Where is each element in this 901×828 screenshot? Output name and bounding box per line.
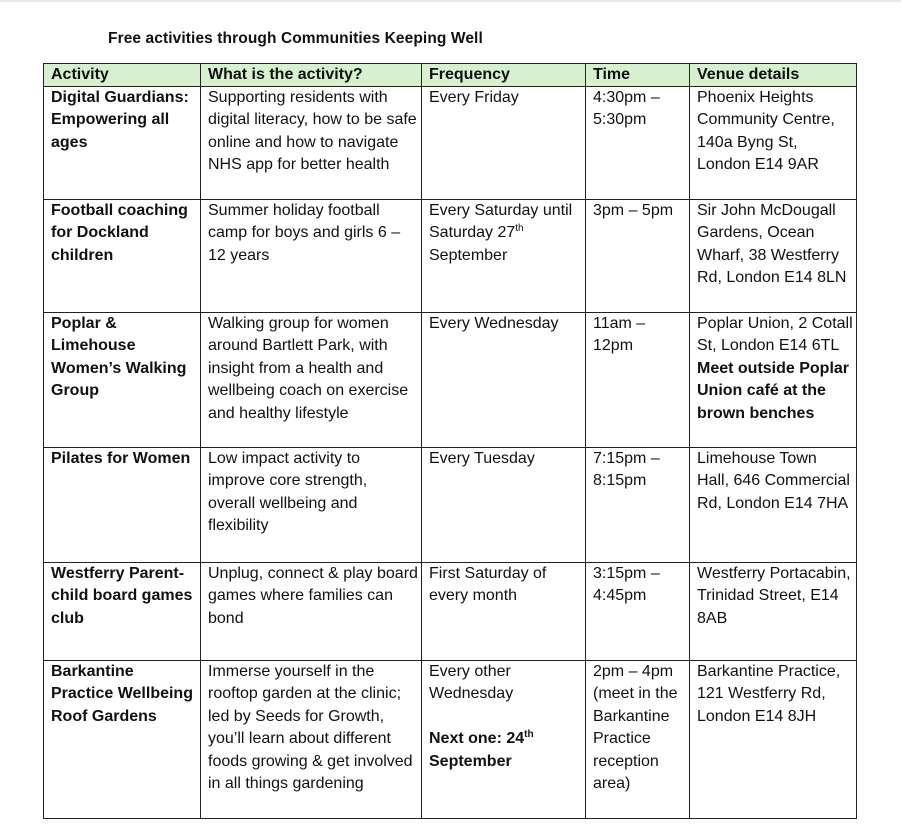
table-row	[44, 563, 857, 661]
column-header-time: Time	[586, 64, 690, 87]
next-date-text: Next one: 24	[429, 730, 525, 748]
activity-cell: Poplar & Limehouse Women’s Walking Group	[44, 313, 201, 448]
frequency-cell	[422, 200, 586, 313]
description-cell: Unplug, connect & play board games where families can bond	[201, 563, 422, 661]
time-cell: 7:15pm – 8:15pm	[586, 448, 690, 563]
table-header-row	[44, 64, 857, 87]
description-cell: Low impact activity to improve core strength, overall wellbeing and flexibility	[201, 448, 422, 563]
venue-cell: Westferry Portacabin, Trinidad Street, E14 8AB	[690, 563, 857, 661]
activity-cell: Barkantine Practice Wellbeing Roof Gardens	[44, 661, 201, 819]
time-cell: 2pm – 4pm (meet in the Barkantine Practice reception area)	[586, 661, 690, 819]
venue-cell: Sir John McDougall Gardens, Ocean Wharf, 38 Westferry Rd, London E14 8LN	[690, 200, 857, 313]
description-cell: Supporting residents with digital literacy, how to be safe online and how to navigate NHS app for better health	[201, 87, 422, 200]
column-header-description: What is the activity?	[201, 64, 422, 87]
table-row	[44, 661, 857, 819]
ordinal-suffix: th	[515, 223, 524, 235]
table-row	[44, 87, 857, 200]
time-cell: 3:15pm – 4:45pm	[586, 563, 690, 661]
venue-cell: Phoenix Heights Community Centre, 140a Byng St, London E14 9AR	[690, 87, 857, 200]
frequency-cell: Every Friday	[422, 87, 586, 200]
description-cell: Summer holiday football camp for boys and girls 6 – 12 years	[201, 200, 422, 313]
time-cell: 4:30pm – 5:30pm	[586, 87, 690, 200]
frequency-cell	[422, 661, 586, 819]
venue-meeting-note: Meet outside Poplar Union café at the brown benches	[697, 359, 850, 422]
venue-address: Poplar Union, 2 Cotall St, London E14 6TL	[697, 315, 853, 355]
table-row	[44, 448, 857, 563]
time-cell: 11am – 12pm	[586, 313, 690, 448]
page-title: Free activities through Communities Keeping Well	[108, 30, 483, 47]
frequency-text: Every other Wednesday	[429, 663, 514, 703]
description-cell: Immerse yourself in the rooftop garden at the clinic; led by Seeds for Growth, you’ll learn about different foods growing & get involved in all things gardening	[201, 661, 422, 819]
activity-cell: Pilates for Women	[44, 448, 201, 563]
top-border-line	[0, 0, 901, 2]
column-header-venue: Venue details	[690, 64, 857, 87]
frequency-month: September	[429, 246, 508, 264]
activity-cell: Football coaching for Dockland children	[44, 200, 201, 313]
next-date-month: September	[429, 752, 512, 770]
activities-table	[43, 63, 857, 819]
frequency-text: Every Saturday until Saturday 27	[429, 202, 573, 242]
description-cell: Walking group for women around Bartlett Park, with insight from a health and wellbeing coach on exercise and healthy lifestyle	[201, 313, 422, 448]
venue-cell	[690, 313, 857, 448]
frequency-cell: Every Tuesday	[422, 448, 586, 563]
frequency-cell: Every Wednesday	[422, 313, 586, 448]
time-cell: 3pm – 5pm	[586, 200, 690, 313]
table-row	[44, 200, 857, 313]
column-header-frequency: Frequency	[422, 64, 586, 87]
table-row	[44, 313, 857, 448]
activity-cell: Westferry Parent-child board games club	[44, 563, 201, 661]
frequency-cell: First Saturday of every month	[422, 563, 586, 661]
venue-cell: Limehouse Town Hall, 646 Commercial Rd, London E14 7HA	[690, 448, 857, 563]
venue-cell: Barkantine Practice, 121 Westferry Rd, London E14 8JH	[690, 661, 857, 819]
activity-cell: Digital Guardians: Empowering all ages	[44, 87, 201, 200]
ordinal-suffix: th	[524, 729, 534, 741]
column-header-activity: Activity	[44, 64, 201, 87]
